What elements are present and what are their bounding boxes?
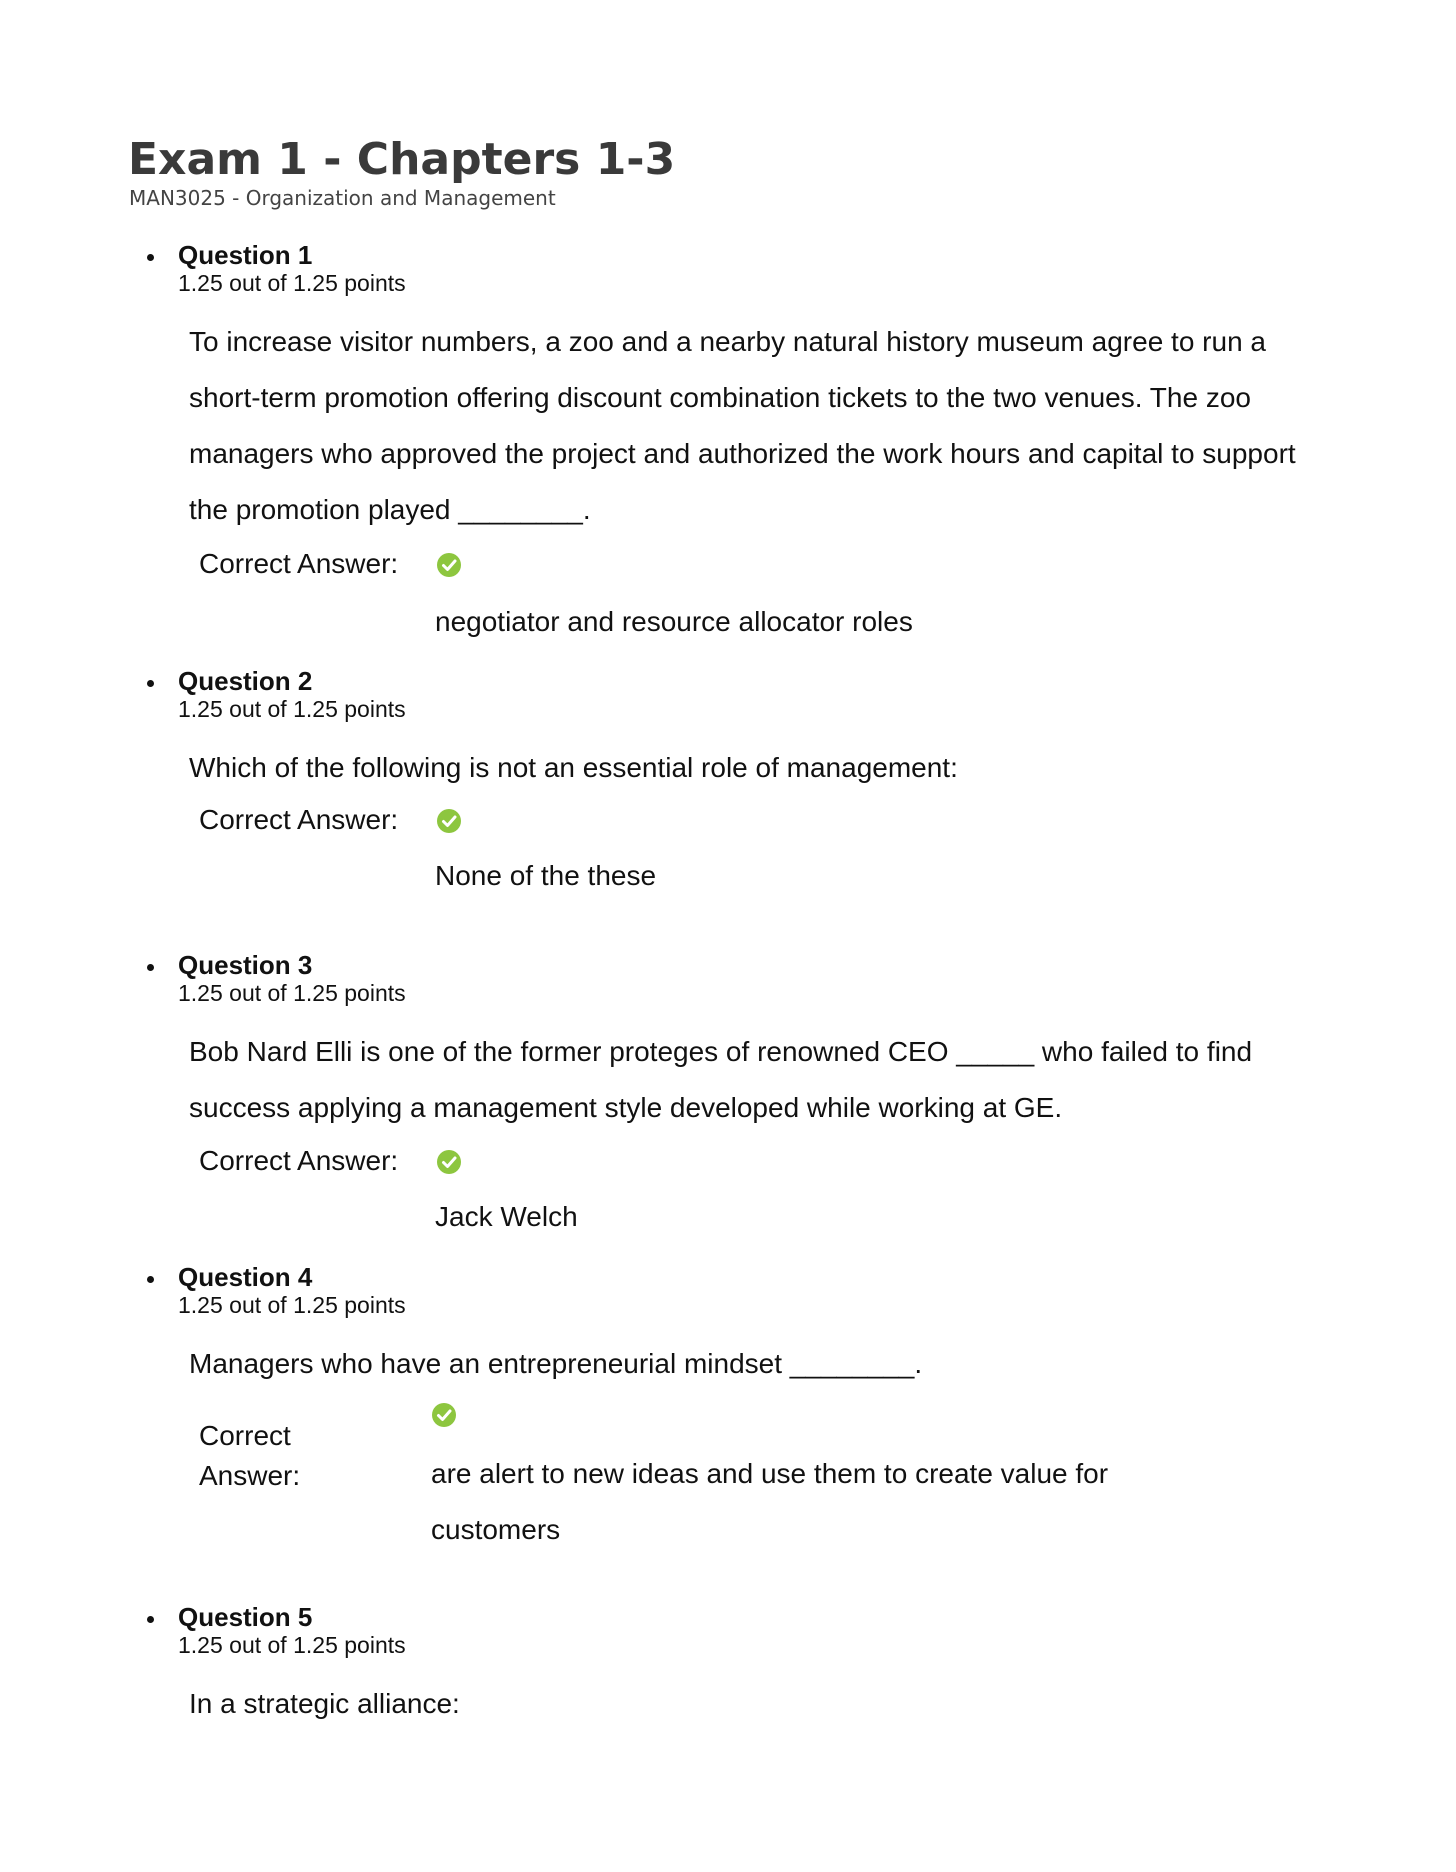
correct-answer-label: Correct Answer: [199, 1145, 399, 1176]
list-bullet [147, 964, 154, 971]
correct-answer-label: Correct Answer: [199, 548, 399, 579]
course-subtitle: MAN3025 - Organization and Management [129, 186, 556, 210]
list-bullet [147, 680, 154, 687]
question-points: 1.25 out of 1.25 points [178, 270, 406, 296]
correct-answer-text: negotiator and resource allocator roles [435, 606, 913, 637]
question-heading: Question 1 [178, 240, 313, 270]
question-points: 1.25 out of 1.25 points [178, 1632, 406, 1658]
list-bullet [147, 1276, 154, 1283]
question-points: 1.25 out of 1.25 points [178, 696, 406, 722]
correct-answer-label-line: Correct [199, 1420, 291, 1451]
list-bullet [147, 1616, 154, 1623]
check-circle-icon [436, 808, 462, 834]
check-circle-icon [436, 552, 462, 578]
correct-answer-text: None of the these [435, 860, 657, 891]
correct-answer-text: are alert to new ideas and use them to create value for customers [431, 1458, 1109, 1545]
correct-answer-label: Correct Answer: [199, 804, 399, 835]
question-text: In a strategic alliance: [189, 1688, 460, 1719]
correct-answer-text: Jack Welch [435, 1201, 578, 1232]
correct-answer-label-line: Answer: [199, 1460, 301, 1491]
exam-title: Exam 1 - Chapters 1-3 [128, 134, 676, 185]
question-text: Managers who have an entrepreneurial mindset ________. [189, 1348, 923, 1379]
list-bullet [147, 254, 154, 261]
question-text: To increase visitor numbers, a zoo and a nearby natural history museum agree to run a short-term promotion offering discount combination tickets to the two venues. The zoo managers who approved the project and authorized the work hours and capital to support the promotion played ________. [189, 326, 1296, 525]
question-heading: Question 5 [178, 1602, 313, 1632]
check-circle-icon [436, 1149, 462, 1175]
question-heading: Question 4 [178, 1262, 313, 1292]
question-points: 1.25 out of 1.25 points [178, 1292, 406, 1318]
check-circle-icon [431, 1402, 457, 1428]
question-points: 1.25 out of 1.25 points [178, 980, 406, 1006]
correct-answer-label [199, 1416, 349, 1496]
question-text: Bob Nard Elli is one of the former proteges of renowned CEO _____ who failed to find success applying a management style developed while working at GE. [189, 1036, 1253, 1123]
question-text: Which of the following is not an essential role of management: [189, 752, 958, 783]
question-heading: Question 2 [178, 666, 313, 696]
question-heading: Question 3 [178, 950, 313, 980]
